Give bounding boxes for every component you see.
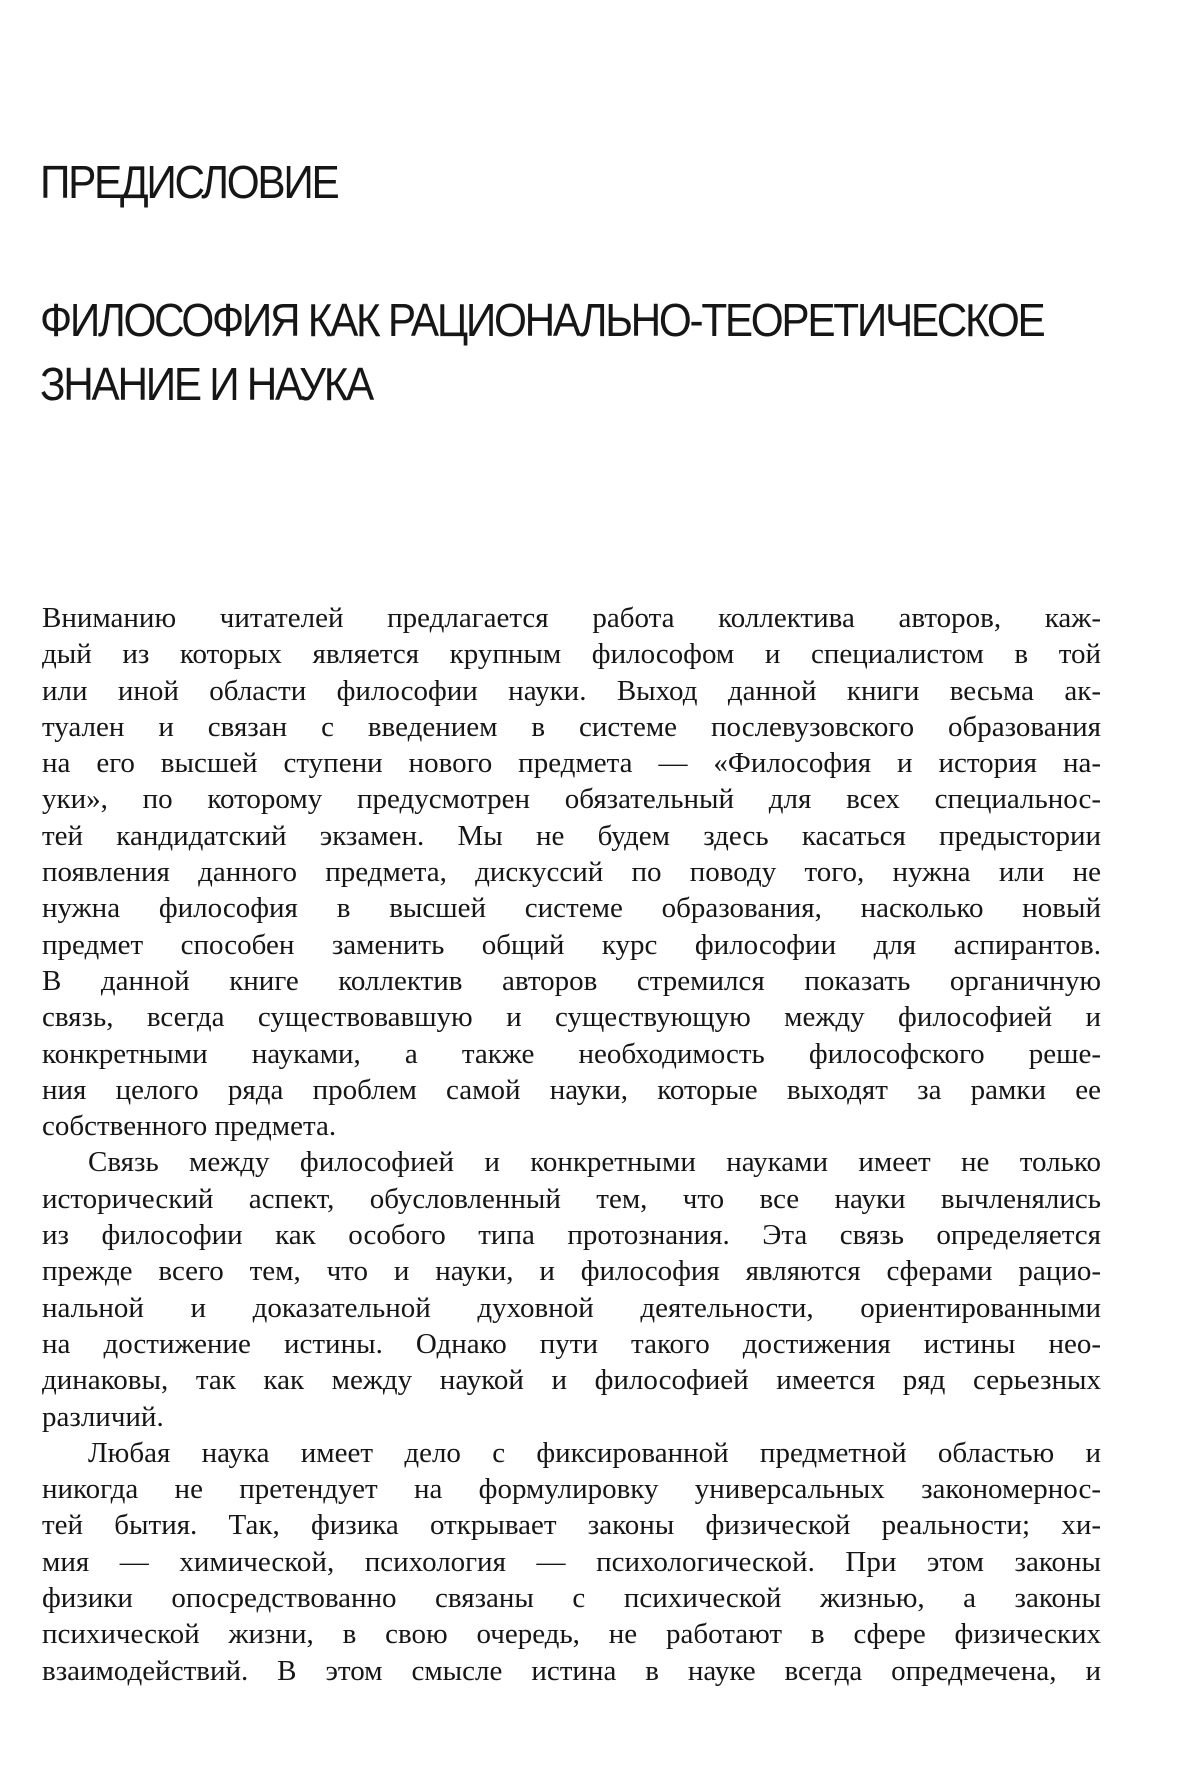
text-line: психической жизни, в свою очередь, не работают в сфере физических xyxy=(42,1618,1101,1651)
text-line: на его высшей ступени нового предмета — «Философия и история на- xyxy=(42,747,1101,780)
text-line: появления данного предмета, дискуссий по поводу того, нужна или не xyxy=(42,856,1101,889)
text-line: динаковы, так как между наукой и философией имеется ряд серьезных xyxy=(42,1364,1101,1397)
text-line: на достижение истины. Однако пути такого достижения истины нео- xyxy=(42,1327,1101,1360)
section-title: ПРЕДИСЛОВИЕ xyxy=(40,156,338,208)
paragraph-1 xyxy=(42,600,1101,1144)
body-text xyxy=(42,600,1101,1689)
text-line: никогда не претендует на формулировку универсальных закономернос- xyxy=(42,1473,1101,1506)
text-line: исторический аспект, обусловленный тем, что все науки вычленялись xyxy=(42,1182,1101,1215)
text-line: мия — химической, психология — психологической. При этом законы xyxy=(42,1545,1101,1578)
paragraph-2 xyxy=(42,1144,1101,1434)
text-line: туален и связан с введением в системе послевузовского образования xyxy=(42,710,1101,743)
text-line: ния целого ряда проблем самой науки, которые выходят за рамки ее xyxy=(42,1073,1101,1106)
text-line: физики опосредствованно связаны с психической жизнью, а законы xyxy=(42,1582,1101,1615)
text-line: тей бытия. Так, физика открывает законы физической реальности; хи- xyxy=(42,1509,1101,1542)
chapter-title-line-1: ФИЛОСОФИЯ КАК РАЦИОНАЛЬНО-ТЕОРЕТИЧЕСКОЕ xyxy=(40,294,1044,346)
text-line: Любая наука имеет дело с фиксированной предметной областью и xyxy=(88,1436,1101,1469)
text-line: уки», по которому предусмотрен обязательный для всех специальнос- xyxy=(42,783,1101,816)
text-line: В данной книге коллектив авторов стремился показать органичную xyxy=(42,964,1101,997)
text-line: собственного предмета. xyxy=(42,1110,337,1143)
text-line: Связь между философией и конкретными науками имеет не только xyxy=(88,1146,1101,1179)
text-line: взаимодействий. В этом смысле истина в науке всегда опредмечена, и xyxy=(42,1654,1101,1687)
text-line: связь, всегда существовавшую и существующую между философией и xyxy=(42,1001,1101,1034)
heading-block xyxy=(40,150,1100,416)
chapter-title-line-2: ЗНАНИЕ И НАУКА xyxy=(40,358,372,410)
text-line: тей кандидатский экзамен. Мы не будем здесь касаться предыстории xyxy=(42,819,1101,852)
text-line: предмет способен заменить общий курс философии для аспирантов. xyxy=(42,928,1101,961)
text-line: Вниманию читателей предлагается работа коллектива авторов, каж- xyxy=(42,602,1101,634)
text-line: прежде всего тем, что и науки, и философия являются сферами рацио- xyxy=(42,1255,1101,1288)
text-line: конкретными науками, а также необходимость философского реше- xyxy=(42,1037,1101,1070)
text-line: дый из которых является крупным философом и специалистом в той xyxy=(42,638,1101,671)
text-line: из философии как особого типа протознания. Эта связь определяется xyxy=(42,1219,1101,1252)
text-line: нальной и доказательной духовной деятельности, ориентированными xyxy=(42,1291,1101,1324)
text-line: или иной области философии науки. Выход данной книги весьма ак- xyxy=(42,674,1101,707)
paragraph-3 xyxy=(42,1435,1101,1689)
text-line: различий. xyxy=(42,1400,164,1433)
text-line: нужна философия в высшей системе образования, насколько новый xyxy=(42,892,1101,925)
